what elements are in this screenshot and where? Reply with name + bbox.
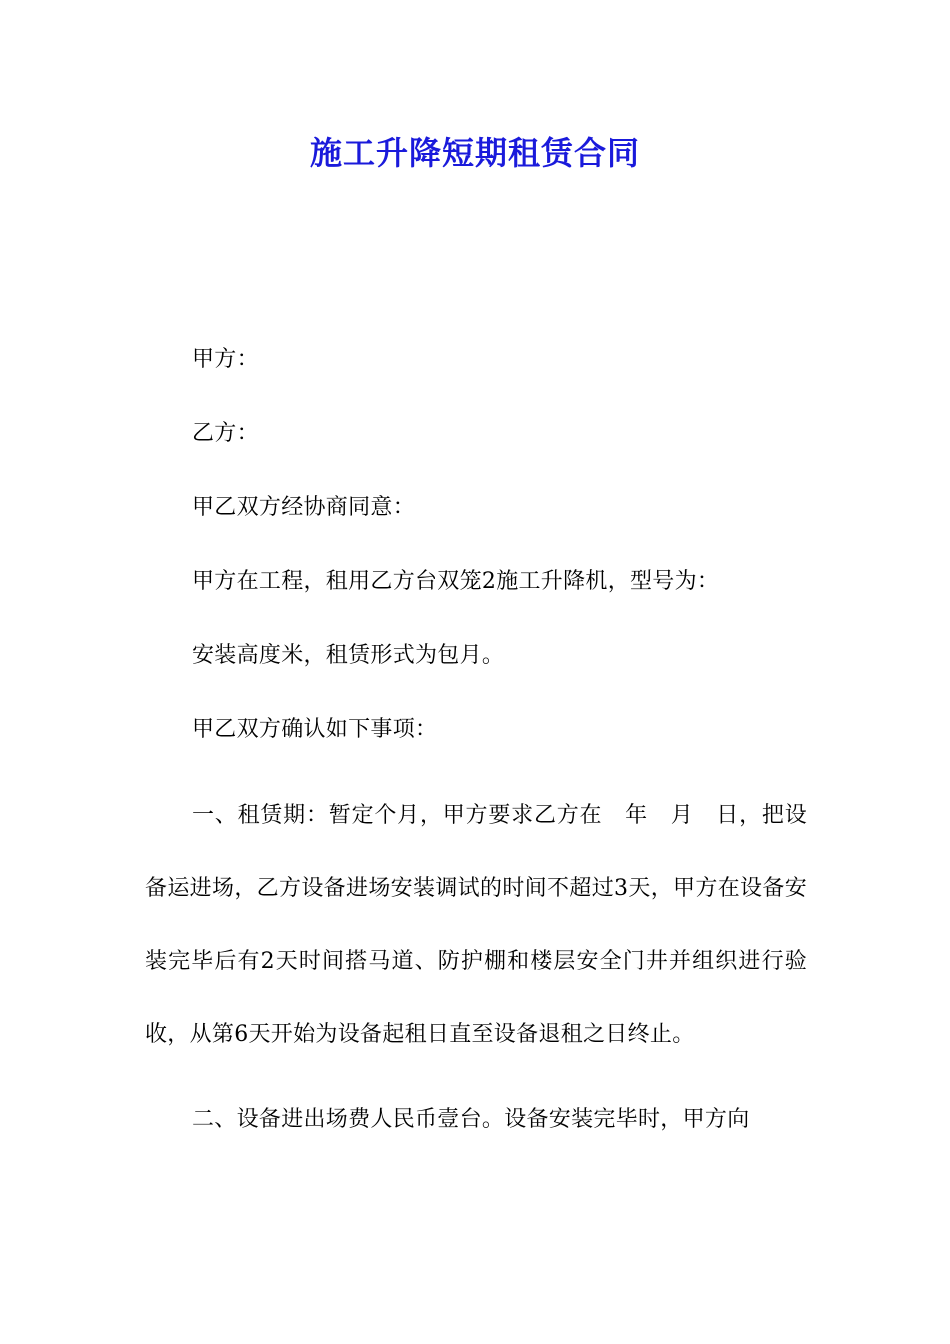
- agreement-intro: 甲乙双方经协商同意：: [192, 495, 416, 520]
- clause-1-rental-period: 一、租赁期：暂定个月，甲方要求乙方在 年 月 日，把设备运进场，乙方设备进场安装调试的时间不超过3天，甲方在设备安装完毕后有2天时间搭马道、防护棚和楼层安全门井并组织进行验收，从第6天开始为设备起租日直至设备退租之日终止。: [145, 803, 807, 1047]
- party-a-line: 甲方：: [192, 347, 259, 372]
- document-title: 施工升降短期租赁合同: [309, 134, 640, 172]
- document-body: [145, 335, 807, 1168]
- install-height: 安装高度米，租赁形式为包月。: [192, 643, 505, 668]
- party-b-line: 乙方：: [192, 421, 259, 446]
- rental-subject: 甲方在工程，租用乙方台双笼2施工升降机，型号为：: [192, 569, 720, 594]
- clause-2-entry-fee: 二、设备进出场费人民币壹台。设备安装完毕时，甲方向: [192, 1107, 750, 1132]
- confirm-items-heading: 甲乙双方确认如下事项：: [192, 717, 438, 742]
